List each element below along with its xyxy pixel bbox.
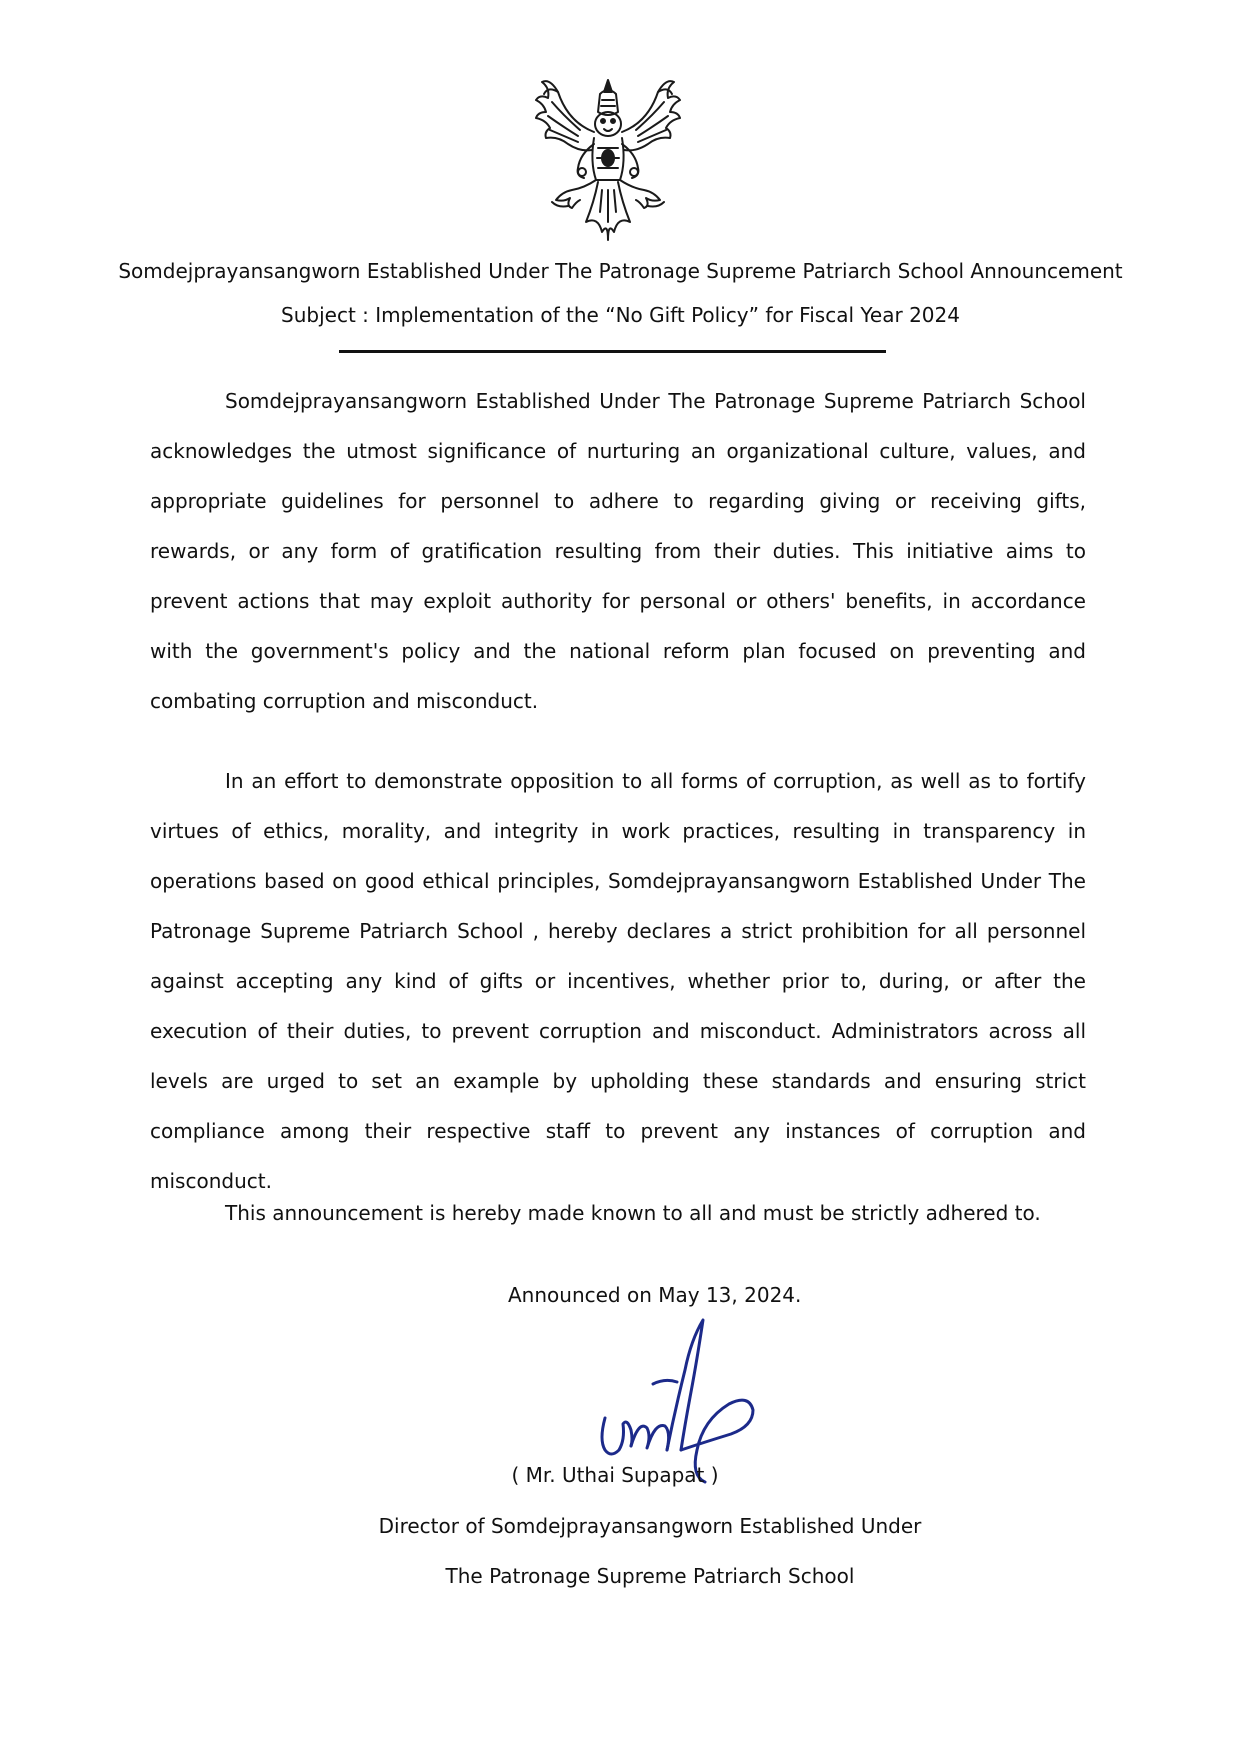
garuda-emblem-icon [528,72,688,244]
header-divider [339,350,886,353]
handwritten-signature [585,1300,785,1485]
closing-statement: This announcement is hereby made known to all and must be strictly adhered to. [225,1201,1041,1225]
paragraph-text: In an effort to demonstrate opposition to all forms of corruption, as well as to fortify virtues of ethics, morality, and integrity in work practices, resulting in transparency in operations based on good ethical principles, Somdejprayansangworn Established Under The Patronage Supreme Patriarch School , hereby declares a strict prohibition for all personnel against accepting any kind of gifts or incentives, whether prior to, during, or after the execution of their duties, to prevent corruption and misconduct. Administrators across all levels are urged to set an example by upholding these standards and ensuring strict compliance among their respective staff to prevent any instances of corruption and misconduct. [150,769,1086,1193]
body-paragraph-1 [150,376,1086,726]
body-paragraph-2 [150,756,1086,1206]
signatory-position-line-1: Director of Somdejprayansangworn Established Under [378,1514,922,1538]
announcement-subject: Subject : Implementation of the “No Gift Policy” for Fiscal Year 2024 [281,303,960,327]
paragraph-text: Somdejprayansangworn Established Under The Patronage Supreme Patriarch School acknowledges the utmost significance of nurturing an organizational culture, values, and appropriate guidelines for personnel to adhere to regarding giving or receiving gifts, rewards, or any form of gratification resulting from their duties. This initiative aims to prevent actions that may exploit authority for personal or others' benefits, in accordance with the government's policy and the national reform plan focused on preventing and combating corruption and misconduct. [150,389,1086,713]
signatory-name: ( Mr. Uthai Supapat ) [511,1463,719,1487]
announcement-title: Somdejprayansangworn Established Under The Patronage Supreme Patriarch School Announcement [118,259,1123,283]
signatory-position-line-2: The Patronage Supreme Patriarch School [445,1564,855,1588]
announcement-date: Announced on May 13, 2024. [508,1283,802,1307]
